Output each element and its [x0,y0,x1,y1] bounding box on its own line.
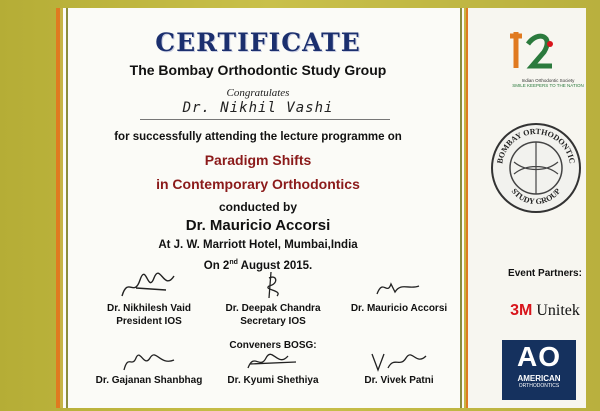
event-partners-label: Event Partners: [508,268,582,279]
date-ordinal: nd [229,259,238,266]
signature-image [114,348,184,374]
conveners-label: Conveners BOSG: [229,340,317,351]
signatory-role: President IOS [116,316,182,327]
signature-image [238,348,308,374]
topic-line-1: Paradigm Shifts [204,152,312,168]
brand-unitek: Unitek [532,302,580,319]
convener-name: Dr. Vivek Patni [364,375,434,386]
signature-image [364,348,434,374]
speaker-name: Dr. Mauricio Accorsi [185,217,331,234]
brand-3m: 3M [510,302,533,319]
ao-text-orthodontics: ORTHODONTICS [518,383,560,389]
signatory-name: Dr. Mauricio Accorsi [350,303,448,314]
seal-bottom-text: STUDY GROUP [509,186,563,207]
date-suffix: August 2015. [237,259,313,272]
venue-text: At J. W. Marriott Hotel, Mumbai,India [158,239,358,251]
seal-top-text: BOMBAY ORTHODONTIC [495,126,577,165]
convener-signature-block [334,348,464,387]
signature-image [369,268,429,302]
ios-caption [508,78,588,88]
american-orthodontics-logo [502,340,576,400]
signature-block [84,268,214,328]
attendance-text: for successfully attending the lecture programme on [114,131,402,143]
signature-block [208,268,338,328]
convener-signature-block [84,348,214,387]
signature-image [243,268,303,302]
certificate-title: CERTIFICATE [155,28,361,57]
signature-image [114,268,184,302]
recipient-underline [140,119,390,120]
unitek-logo [500,302,590,320]
ios-name: Indian Orthodontic Society [521,78,575,83]
organization-name: The Bombay Orthodontic Study Group [129,62,387,78]
convener-signature-block [208,348,338,387]
convener-name: Dr. Gajanan Shanbhag [95,375,203,386]
ios-tagline: SMILE KEEPERS TO THE NATION [512,83,584,88]
recipient-name: Dr. Nikhil Vashi [182,100,334,116]
congratulates-label: Congratulates [226,87,290,99]
convener-name: Dr. Kyumi Shethiya [227,375,319,386]
bosg-seal-icon [490,122,582,214]
signatory-name: Dr. Deepak Chandra [225,303,321,314]
date-prefix: On 2 [203,259,230,272]
ao-text-american: AMERICAN [517,374,561,383]
conducted-by-label: conducted by [218,200,297,214]
topic-line-2: in Contemporary Orthodontics [156,176,360,192]
signature-block [334,268,464,315]
signatory-role: Secretary IOS [240,316,306,327]
ao-mark: AO [517,341,561,372]
signatory-name: Dr. Nikhilesh Vaid [107,303,191,314]
